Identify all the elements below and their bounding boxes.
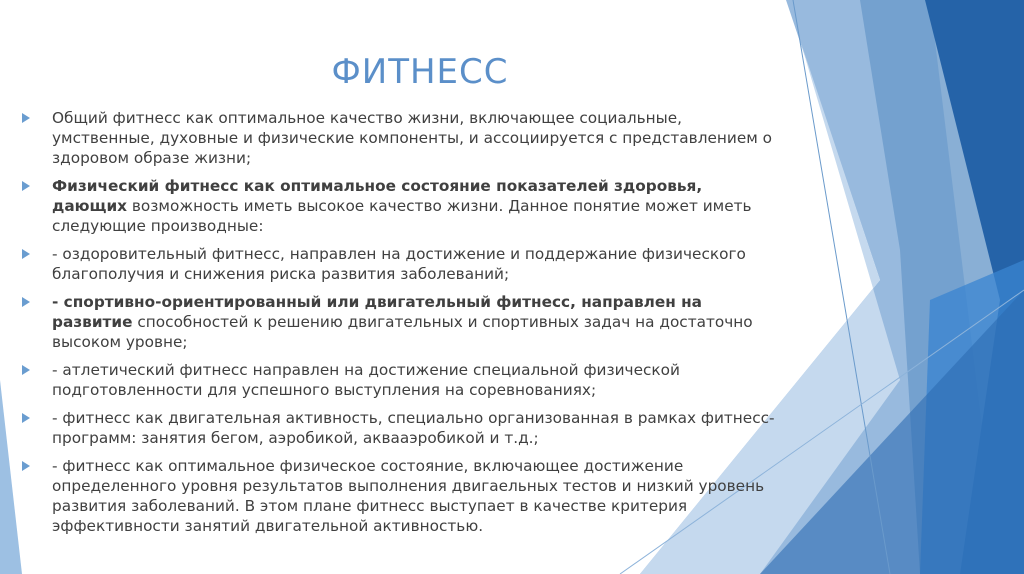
list-item	[22, 108, 782, 168]
list-item	[22, 244, 782, 284]
item-bold-text: - спортивно-ориентированный или двигательный фитнесс, направлен на развитие	[52, 293, 702, 331]
slide-title: ФИТНЕСС	[331, 52, 509, 92]
item-text: способностей к решению двигательных и спортивных задач на достаточно высоком уровне;	[52, 313, 753, 351]
list-item	[22, 176, 782, 236]
item-text: - оздоровительный фитнесс, направлен на достижение и поддержание физического благополучия и снижения риска развития заболеваний;	[52, 245, 746, 283]
list-item	[22, 360, 782, 400]
triangle-bullet-icon	[22, 461, 30, 471]
left-triangle	[0, 380, 22, 574]
item-text: - фитнесс как оптимальное физическое состояние, включающее достижение определенного уровня результатов выполнения двигаельных тестов и низкий уровень развития заболеваний. В этом плане фитнесс выступает в качестве критерия эффективности занятий двигательной активностью.	[52, 457, 765, 535]
item-text: Общий фитнесс как оптимальное качество жизни, включающее социальные, умственные, духовные и физические компоненты, и ассоциируется с представлением о здоровом образе жизни;	[52, 109, 772, 167]
triangle-bullet-icon	[22, 113, 30, 123]
triangle-bullet-icon	[22, 249, 30, 259]
item-text: возможность иметь высокое качество жизни. Данное понятие может иметь следующие производные:	[52, 197, 752, 235]
list-item	[22, 292, 782, 352]
item-bold-text: Физический фитнесс как оптимальное состояние показателей здоровья, дающих	[52, 177, 703, 215]
triangle-bullet-icon	[22, 365, 30, 375]
triangle-bullet-icon	[22, 181, 30, 191]
list-item	[22, 408, 782, 448]
item-text: - фитнесс как двигательная активность, специально организованная в рамках фитнесс-программ: занятия бегом, аэробикой, аквааэробикой и т.д.;	[52, 409, 775, 447]
item-text: - атлетический фитнесс направлен на достижение специальной физической подготовленности для успешного выступления на соревнованиях;	[52, 361, 680, 399]
list-item	[22, 456, 782, 536]
bullet-list	[22, 108, 782, 544]
triangle-bullet-icon	[22, 297, 30, 307]
triangle-bullet-icon	[22, 413, 30, 423]
